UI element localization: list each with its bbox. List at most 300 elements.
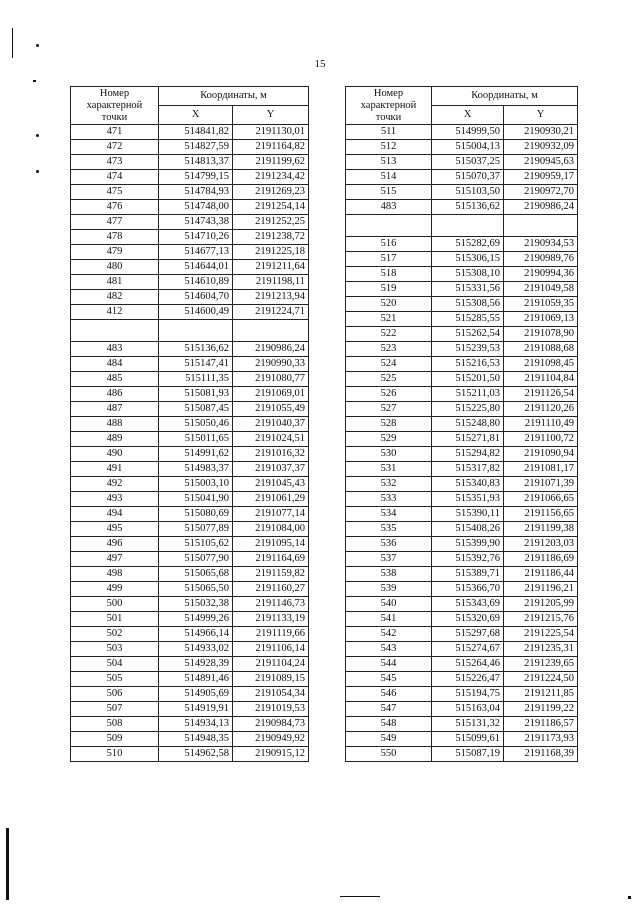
x-coordinate-cell: 515011,65 [159, 432, 233, 447]
x-coordinate-cell: 515003,10 [159, 477, 233, 492]
y-coordinate-cell: 2191199,62 [233, 155, 309, 170]
x-coordinate-cell: 514934,13 [159, 717, 233, 732]
y-coordinate-cell: 2190990,33 [233, 357, 309, 372]
table-row [346, 657, 578, 672]
point-number-cell: 475 [71, 185, 159, 200]
point-number-cell: 526 [346, 387, 432, 402]
table-row [346, 432, 578, 447]
x-coordinate-cell: 515037,25 [432, 155, 504, 170]
point-number-cell: 501 [71, 612, 159, 627]
table-row [346, 170, 578, 185]
x-coordinate-cell: 515077,89 [159, 522, 233, 537]
table-row [71, 597, 309, 612]
table-row [346, 747, 578, 762]
y-coordinate-cell: 2190932,09 [504, 140, 578, 155]
y-coordinate-cell: 2190972,70 [504, 185, 578, 200]
x-coordinate-cell: 515201,50 [432, 372, 504, 387]
point-number-cell: 486 [71, 387, 159, 402]
y-coordinate-cell: 2191225,54 [504, 627, 578, 642]
x-coordinate-cell: 515087,45 [159, 402, 233, 417]
table-row-blank [346, 215, 578, 237]
coordinates-table-right [345, 86, 578, 762]
x-coordinate-cell: 515065,50 [159, 582, 233, 597]
point-number-header: Номер характерной точки [71, 87, 159, 125]
x-coordinate-cell: 515399,90 [432, 537, 504, 552]
x-coordinate-cell: 514928,39 [159, 657, 233, 672]
table-row [71, 170, 309, 185]
table-row [346, 612, 578, 627]
y-coordinate-cell: 2191077,14 [233, 507, 309, 522]
coordinates-header: Координаты, м [432, 87, 578, 106]
point-number-cell: 485 [71, 372, 159, 387]
table-row [71, 305, 309, 320]
x-coordinate-cell: 514991,62 [159, 447, 233, 462]
y-coordinate-cell: 2191159,82 [233, 567, 309, 582]
table-row [71, 215, 309, 230]
table-row [71, 687, 309, 702]
table-row [71, 732, 309, 747]
y-coordinate-cell: 2191080,77 [233, 372, 309, 387]
x-coordinate-cell: 515331,56 [432, 282, 504, 297]
point-number-cell: 533 [346, 492, 432, 507]
x-coordinate-cell: 514710,26 [159, 230, 233, 245]
table-row [346, 200, 578, 215]
x-header: X [432, 106, 504, 125]
table-row [71, 230, 309, 245]
x-coordinate-cell: 515163,04 [432, 702, 504, 717]
point-number-cell: 549 [346, 732, 432, 747]
x-coordinate-cell: 515306,15 [432, 252, 504, 267]
table-row [346, 732, 578, 747]
y-coordinate-cell: 2190915,12 [233, 747, 309, 762]
table-row [346, 462, 578, 477]
x-coordinate-cell: 514604,70 [159, 290, 233, 305]
table-row [346, 372, 578, 387]
x-coordinate-cell: 515317,82 [432, 462, 504, 477]
point-number-cell: 478 [71, 230, 159, 245]
point-number-cell: 474 [71, 170, 159, 185]
table-row [346, 537, 578, 552]
table-row [71, 432, 309, 447]
table-row [71, 387, 309, 402]
x-coordinate-cell: 515390,11 [432, 507, 504, 522]
y-coordinate-cell: 2191199,22 [504, 702, 578, 717]
point-number-cell: 483 [71, 342, 159, 357]
x-coordinate-cell: 515065,68 [159, 567, 233, 582]
table-row [346, 477, 578, 492]
point-number-cell: 483 [346, 200, 432, 215]
y-coordinate-cell: 2191061,29 [233, 492, 309, 507]
y-coordinate-cell: 2191054,34 [233, 687, 309, 702]
y-coordinate-cell: 2191203,03 [504, 537, 578, 552]
x-coordinate-cell: 515032,38 [159, 597, 233, 612]
x-coordinate-cell: 515136,62 [159, 342, 233, 357]
y-coordinate-cell: 2190949,92 [233, 732, 309, 747]
x-coordinate-cell: 515050,46 [159, 417, 233, 432]
table-row [346, 252, 578, 267]
y-coordinate-cell: 2191234,42 [233, 170, 309, 185]
y-coordinate-cell: 2191186,57 [504, 717, 578, 732]
scan-mark [340, 896, 380, 897]
table-row [346, 627, 578, 642]
point-number-cell: 535 [346, 522, 432, 537]
x-coordinate-cell: 515070,37 [432, 170, 504, 185]
y-coordinate-cell [233, 320, 309, 342]
scan-dot [36, 134, 39, 137]
y-coordinate-cell: 2191119,66 [233, 627, 309, 642]
x-coordinate-cell: 515211,03 [432, 387, 504, 402]
point-number-cell: 498 [71, 567, 159, 582]
table-row [346, 552, 578, 567]
y-coordinate-cell: 2191019,53 [233, 702, 309, 717]
x-header: X [159, 106, 233, 125]
x-coordinate-cell: 515147,41 [159, 357, 233, 372]
x-coordinate-cell [432, 215, 504, 237]
table-row [346, 522, 578, 537]
coordinates-header: Координаты, м [159, 87, 309, 106]
point-number-cell: 521 [346, 312, 432, 327]
x-coordinate-cell: 515248,80 [432, 417, 504, 432]
x-coordinate-cell: 514905,69 [159, 687, 233, 702]
point-number-cell: 513 [346, 155, 432, 170]
point-number-cell: 516 [346, 237, 432, 252]
page-number: 15 [314, 58, 326, 70]
y-coordinate-cell: 2191069,01 [233, 387, 309, 402]
table-row [71, 507, 309, 522]
y-coordinate-cell: 2191254,14 [233, 200, 309, 215]
point-number-cell: 542 [346, 627, 432, 642]
x-coordinate-cell: 514784,93 [159, 185, 233, 200]
y-coordinate-cell: 2191098,45 [504, 357, 578, 372]
table-row [346, 417, 578, 432]
y-coordinate-cell: 2190989,76 [504, 252, 578, 267]
point-number-cell: 550 [346, 747, 432, 762]
point-number-cell: 494 [71, 507, 159, 522]
table-row [71, 155, 309, 170]
table-row [71, 567, 309, 582]
table-row [71, 200, 309, 215]
point-number-cell: 537 [346, 552, 432, 567]
point-number-cell: 530 [346, 447, 432, 462]
y-coordinate-cell: 2191040,37 [233, 417, 309, 432]
table-row [346, 672, 578, 687]
x-coordinate-cell: 514743,38 [159, 215, 233, 230]
table-row [71, 747, 309, 762]
y-coordinate-cell: 2191110,49 [504, 417, 578, 432]
table-row [346, 717, 578, 732]
table-row [346, 155, 578, 170]
point-number-cell: 412 [71, 305, 159, 320]
table-row [71, 522, 309, 537]
point-number-cell: 511 [346, 125, 432, 140]
table-row [346, 582, 578, 597]
table-row [346, 125, 578, 140]
x-coordinate-cell: 515389,71 [432, 567, 504, 582]
point-number-cell: 489 [71, 432, 159, 447]
point-number-cell: 484 [71, 357, 159, 372]
point-number-cell: 534 [346, 507, 432, 522]
y-coordinate-cell: 2190934,53 [504, 237, 578, 252]
y-coordinate-cell: 2191205,99 [504, 597, 578, 612]
y-coordinate-cell: 2191239,65 [504, 657, 578, 672]
table-row [71, 477, 309, 492]
y-coordinate-cell: 2191045,43 [233, 477, 309, 492]
y-coordinate-cell: 2190986,24 [504, 200, 578, 215]
x-coordinate-cell: 514966,14 [159, 627, 233, 642]
point-number-cell: 473 [71, 155, 159, 170]
point-number-cell: 540 [346, 597, 432, 612]
y-coordinate-cell: 2191146,73 [233, 597, 309, 612]
y-coordinate-cell: 2190945,63 [504, 155, 578, 170]
point-number-cell: 477 [71, 215, 159, 230]
x-coordinate-cell: 514644,01 [159, 260, 233, 275]
y-coordinate-cell: 2190986,24 [233, 342, 309, 357]
table-row [346, 447, 578, 462]
x-coordinate-cell: 515320,69 [432, 612, 504, 627]
x-coordinate-cell: 515077,90 [159, 552, 233, 567]
x-coordinate-cell: 515297,68 [432, 627, 504, 642]
x-coordinate-cell: 515216,53 [432, 357, 504, 372]
x-coordinate-cell: 515194,75 [432, 687, 504, 702]
y-coordinate-cell [504, 215, 578, 237]
y-header: Y [233, 106, 309, 125]
point-number-cell: 520 [346, 297, 432, 312]
x-coordinate-cell: 514999,50 [432, 125, 504, 140]
table-row [71, 275, 309, 290]
x-coordinate-cell: 515105,62 [159, 537, 233, 552]
table-row [346, 687, 578, 702]
point-number-cell: 545 [346, 672, 432, 687]
x-coordinate-cell: 514600,49 [159, 305, 233, 320]
point-number-cell: 492 [71, 477, 159, 492]
y-coordinate-cell: 2191016,32 [233, 447, 309, 462]
y-coordinate-cell: 2191100,72 [504, 432, 578, 447]
point-number-cell: 506 [71, 687, 159, 702]
point-number-cell [71, 320, 159, 342]
table-row [346, 237, 578, 252]
table-row [71, 717, 309, 732]
table-row [71, 492, 309, 507]
y-coordinate-cell: 2191235,31 [504, 642, 578, 657]
table-row [71, 552, 309, 567]
point-number-cell: 524 [346, 357, 432, 372]
point-number-cell: 508 [71, 717, 159, 732]
table-row [71, 702, 309, 717]
point-number-cell: 481 [71, 275, 159, 290]
point-number-cell: 519 [346, 282, 432, 297]
x-coordinate-cell: 515274,67 [432, 642, 504, 657]
point-number-cell: 509 [71, 732, 159, 747]
point-number-cell: 510 [71, 747, 159, 762]
x-coordinate-cell: 515351,93 [432, 492, 504, 507]
table-row [346, 597, 578, 612]
table-row [346, 492, 578, 507]
y-coordinate-cell: 2191024,51 [233, 432, 309, 447]
table-row [71, 185, 309, 200]
point-number-cell: 482 [71, 290, 159, 305]
x-coordinate-cell: 515041,90 [159, 492, 233, 507]
x-coordinate-cell: 515081,93 [159, 387, 233, 402]
y-coordinate-cell: 2191186,44 [504, 567, 578, 582]
x-coordinate-cell: 515136,62 [432, 200, 504, 215]
x-coordinate-cell: 514933,02 [159, 642, 233, 657]
point-number-cell: 539 [346, 582, 432, 597]
y-coordinate-cell: 2191081,17 [504, 462, 578, 477]
point-number-cell: 480 [71, 260, 159, 275]
x-coordinate-cell: 514999,26 [159, 612, 233, 627]
y-coordinate-cell: 2191199,38 [504, 522, 578, 537]
point-number-cell: 531 [346, 462, 432, 477]
x-coordinate-cell: 514813,37 [159, 155, 233, 170]
y-coordinate-cell: 2191225,18 [233, 245, 309, 260]
table-row [71, 672, 309, 687]
y-coordinate-cell: 2191173,93 [504, 732, 578, 747]
y-coordinate-cell: 2191069,13 [504, 312, 578, 327]
point-number-cell: 544 [346, 657, 432, 672]
y-coordinate-cell: 2191126,54 [504, 387, 578, 402]
table-row [71, 462, 309, 477]
y-coordinate-cell: 2190959,17 [504, 170, 578, 185]
y-coordinate-cell: 2191104,24 [233, 657, 309, 672]
point-number-cell: 479 [71, 245, 159, 260]
point-number-cell: 538 [346, 567, 432, 582]
y-coordinate-cell: 2191130,01 [233, 125, 309, 140]
x-coordinate-cell: 515004,13 [432, 140, 504, 155]
scan-mark [6, 828, 9, 900]
scan-dot [628, 896, 631, 899]
x-coordinate-cell: 515131,32 [432, 717, 504, 732]
y-coordinate-cell: 2190994,36 [504, 267, 578, 282]
y-coordinate-cell: 2191106,14 [233, 642, 309, 657]
x-coordinate-cell: 515408,26 [432, 522, 504, 537]
x-coordinate-cell: 515225,80 [432, 402, 504, 417]
table-row [71, 642, 309, 657]
table-row [71, 140, 309, 155]
x-coordinate-cell: 515099,61 [432, 732, 504, 747]
table-row [346, 642, 578, 657]
x-coordinate-cell: 515308,56 [432, 297, 504, 312]
point-number-cell: 490 [71, 447, 159, 462]
x-coordinate-cell: 515262,54 [432, 327, 504, 342]
y-coordinate-cell: 2191238,72 [233, 230, 309, 245]
point-number-cell: 532 [346, 477, 432, 492]
x-coordinate-cell: 515366,70 [432, 582, 504, 597]
table-row [346, 327, 578, 342]
x-coordinate-cell: 515226,47 [432, 672, 504, 687]
y-coordinate-cell: 2191215,76 [504, 612, 578, 627]
point-number-cell: 507 [71, 702, 159, 717]
x-coordinate-cell: 515285,55 [432, 312, 504, 327]
point-number-cell: 522 [346, 327, 432, 342]
y-coordinate-cell: 2191224,50 [504, 672, 578, 687]
x-coordinate-cell: 515282,69 [432, 237, 504, 252]
point-number-cell: 529 [346, 432, 432, 447]
table-row [71, 447, 309, 462]
table-row [71, 657, 309, 672]
y-coordinate-cell: 2191071,39 [504, 477, 578, 492]
x-coordinate-cell: 514962,58 [159, 747, 233, 762]
point-number-cell: 493 [71, 492, 159, 507]
x-coordinate-cell: 515271,81 [432, 432, 504, 447]
table-row [346, 282, 578, 297]
table-row [346, 140, 578, 155]
x-coordinate-cell: 514677,13 [159, 245, 233, 260]
coordinates-table-left [70, 86, 309, 762]
point-number-cell: 512 [346, 140, 432, 155]
point-number-cell: 497 [71, 552, 159, 567]
x-coordinate-cell: 514919,91 [159, 702, 233, 717]
x-coordinate-cell: 514610,89 [159, 275, 233, 290]
table-row [71, 245, 309, 260]
table-row [346, 297, 578, 312]
x-coordinate-cell: 515111,35 [159, 372, 233, 387]
table-row [71, 290, 309, 305]
table-row [346, 342, 578, 357]
x-coordinate-cell: 514841,82 [159, 125, 233, 140]
y-coordinate-cell: 2191211,85 [504, 687, 578, 702]
point-number-cell: 504 [71, 657, 159, 672]
point-number-cell: 495 [71, 522, 159, 537]
table-row [346, 312, 578, 327]
x-coordinate-cell: 515087,19 [432, 747, 504, 762]
right-table-body [346, 125, 578, 762]
y-coordinate-cell: 2191156,65 [504, 507, 578, 522]
x-coordinate-cell: 515343,69 [432, 597, 504, 612]
y-coordinate-cell: 2190930,21 [504, 125, 578, 140]
point-number-cell: 543 [346, 642, 432, 657]
y-coordinate-cell: 2191078,90 [504, 327, 578, 342]
scan-mark [12, 28, 13, 58]
y-coordinate-cell: 2191168,39 [504, 747, 578, 762]
point-number-cell: 548 [346, 717, 432, 732]
table-row [71, 357, 309, 372]
scan-dot [33, 80, 36, 82]
point-number-cell: 503 [71, 642, 159, 657]
table-row [346, 387, 578, 402]
y-header: Y [504, 106, 578, 125]
point-number-cell: 471 [71, 125, 159, 140]
y-coordinate-cell: 2191090,94 [504, 447, 578, 462]
point-number-cell: 518 [346, 267, 432, 282]
point-number-header: Номер характерной точки [346, 87, 432, 125]
point-number-cell: 525 [346, 372, 432, 387]
table-row [346, 357, 578, 372]
y-coordinate-cell: 2191059,35 [504, 297, 578, 312]
y-coordinate-cell: 2191186,69 [504, 552, 578, 567]
y-coordinate-cell: 2190984,73 [233, 717, 309, 732]
scan-dot [36, 170, 39, 173]
x-coordinate-cell: 515392,76 [432, 552, 504, 567]
x-coordinate-cell: 515080,69 [159, 507, 233, 522]
table-row [346, 267, 578, 282]
point-number-cell: 502 [71, 627, 159, 642]
table-row [71, 342, 309, 357]
point-number-cell: 514 [346, 170, 432, 185]
y-coordinate-cell: 2191049,58 [504, 282, 578, 297]
point-number-cell: 505 [71, 672, 159, 687]
y-coordinate-cell: 2191198,11 [233, 275, 309, 290]
point-number-cell: 515 [346, 185, 432, 200]
x-coordinate-cell: 514827,59 [159, 140, 233, 155]
x-coordinate-cell: 514748,00 [159, 200, 233, 215]
left-table-body [71, 125, 309, 762]
table-row [346, 402, 578, 417]
table-row [346, 185, 578, 200]
x-coordinate-cell: 515264,46 [432, 657, 504, 672]
point-number-cell: 472 [71, 140, 159, 155]
point-number-cell: 517 [346, 252, 432, 267]
y-coordinate-cell: 2191252,25 [233, 215, 309, 230]
